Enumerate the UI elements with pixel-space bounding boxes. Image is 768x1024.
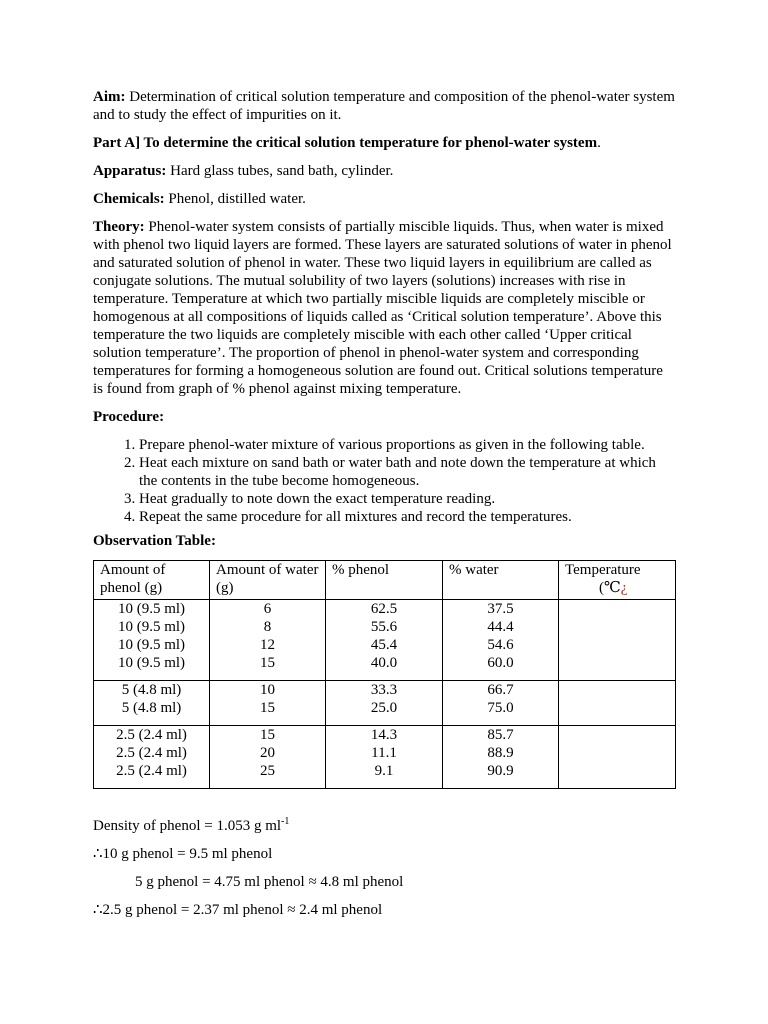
- cell-value: 55.6: [370, 619, 398, 635]
- cell-value: 2.5 (2.4 ml): [116, 727, 187, 743]
- cell-value: 8: [263, 619, 272, 635]
- header-temperature: [559, 561, 676, 600]
- cell-percent-phenol: [326, 681, 443, 726]
- part-a-label: Part A] To determine the critical solution temperature for phenol-water system: [93, 135, 598, 151]
- observation-heading: [93, 532, 675, 550]
- cell-value: 44.4: [487, 619, 514, 635]
- cell-water: [210, 681, 326, 726]
- theory-label: Theory:: [93, 219, 145, 235]
- aim-label: Aim:: [93, 89, 126, 105]
- cell-value: 45.4: [370, 637, 398, 653]
- apparatus-text: Hard glass tubes, sand bath, cylinder.: [166, 163, 394, 179]
- cell-value: 10 (9.5 ml): [117, 637, 186, 653]
- cell-value: 25: [260, 763, 275, 779]
- cell-value: 37.5: [487, 601, 514, 617]
- cell-value: 12: [260, 637, 275, 653]
- header-percent-water: % water: [443, 561, 559, 600]
- chemicals-label: Chemicals:: [93, 191, 165, 207]
- cell-value: 11.1: [371, 745, 397, 761]
- part-a-heading: [93, 134, 675, 152]
- conversion-line-10g: ∴10 g phenol = 9.5 ml phenol: [93, 846, 273, 862]
- cell-value: 10: [260, 682, 275, 698]
- table-row: [94, 726, 676, 789]
- cell-value: 2.5 (2.4 ml): [116, 763, 187, 779]
- cell-phenol: [94, 726, 210, 789]
- cell-value: 10 (9.5 ml): [117, 619, 186, 635]
- procedure-heading: [93, 408, 675, 426]
- cell-temperature[interactable]: [559, 681, 676, 726]
- document-content: [93, 88, 675, 929]
- apparatus-label: Apparatus:: [93, 163, 167, 179]
- cell-value: 62.5: [370, 601, 398, 617]
- procedure-step: 2. Heat each mixture on sand bath or water bath and note down the temperature at which the contents in the tube become homogeneous.: [139, 454, 675, 490]
- cell-temperature[interactable]: [559, 726, 676, 789]
- table-header-row: [94, 561, 676, 600]
- temperature-unit-glyph: ¿: [620, 580, 628, 596]
- cell-value: 15: [260, 700, 275, 716]
- procedure-label: Procedure:: [93, 409, 165, 425]
- cell-phenol: [94, 600, 210, 681]
- density-calculation: [93, 817, 675, 919]
- cell-water: [210, 600, 326, 681]
- theory-text: Phenol-water system consists of partially miscible liquids. Thus, when water is mixed with phenol two liquid layers are formed. These layers are saturated solutions of water in phenol and saturated solution of phenol in water. These two liquid layers in equilibrium are called as conjugate solutions. The mutual solubility of two layers (solutions) increases with rise in temperature. Temperature at which two partially miscible liquids are completely miscible or homogenous at all compositions of liquids called as ‘Critical solution temperature’. Above this temperature the two liquids are completely miscible with each other called ‘Upper critical solution temperature’. The proportion of phenol in phenol-water system and corresponding temperatures for forming a homogeneous solution are found out. Critical solutions temperature is found from graph of % phenol against mixing temperature.: [93, 219, 672, 397]
- procedure-step: 1. Prepare phenol-water mixture of various proportions as given in the following table.: [139, 436, 675, 454]
- header-temperature-label: Temperature: [565, 562, 641, 578]
- cell-value: 6: [263, 601, 272, 617]
- conversion-line-2-5g: ∴2.5 g phenol = 2.37 ml phenol ≈ 2.4 ml phenol: [93, 902, 383, 918]
- cell-value: 15: [260, 727, 275, 743]
- cell-temperature[interactable]: [559, 600, 676, 681]
- cell-value: 15: [260, 655, 275, 671]
- cell-value: 25.0: [370, 700, 398, 716]
- cell-value: 14.3: [370, 727, 398, 743]
- header-percent-phenol: % phenol: [326, 561, 443, 600]
- observation-table: [93, 560, 676, 789]
- cell-value: 88.9: [487, 745, 514, 761]
- aim-paragraph: [93, 88, 675, 124]
- procedure-step: 4. Repeat the same procedure for all mixtures and record the temperatures.: [139, 508, 675, 526]
- header-phenol-amount: Amount of phenol (g): [94, 561, 210, 600]
- cell-percent-water: [443, 681, 559, 726]
- cell-value: 2.5 (2.4 ml): [116, 745, 187, 761]
- cell-value: 40.0: [370, 655, 398, 671]
- cell-percent-water: [443, 600, 559, 681]
- procedure-list: [93, 436, 675, 526]
- cell-value: 5 (4.8 ml): [121, 700, 182, 716]
- cell-value: 9.1: [374, 763, 394, 779]
- part-a-suffix: .: [597, 135, 601, 151]
- density-exponent: -1: [281, 816, 290, 827]
- density-text: Density of phenol = 1.053 g ml: [93, 818, 282, 834]
- chemicals-text: Phenol, distilled water.: [164, 191, 306, 207]
- cell-value: 85.7: [487, 727, 514, 743]
- cell-percent-phenol: [326, 600, 443, 681]
- temperature-unit-text: (℃: [599, 580, 621, 596]
- cell-value: 10 (9.5 ml): [117, 601, 186, 617]
- cell-value: 5 (4.8 ml): [121, 682, 182, 698]
- conversion-line-5g: 5 g phenol = 4.75 ml phenol ≈ 4.8 ml phenol: [135, 874, 404, 890]
- aim-text: Determination of critical solution temperature and composition of the phenol-water system and to study the effect of impurities on it.: [93, 89, 675, 123]
- cell-value: 33.3: [370, 682, 398, 698]
- cell-percent-water: [443, 726, 559, 789]
- cell-value: 90.9: [487, 763, 514, 779]
- cell-value: 60.0: [487, 655, 514, 671]
- cell-value: 10 (9.5 ml): [117, 655, 186, 671]
- density-line: [93, 817, 675, 835]
- apparatus-paragraph: [93, 162, 675, 180]
- header-temperature-unit: [565, 579, 669, 597]
- cell-value: 54.6: [487, 637, 514, 653]
- cell-value: 75.0: [487, 700, 514, 716]
- observation-label: Observation Table:: [93, 533, 216, 549]
- cell-value: 66.7: [487, 682, 514, 698]
- table-row: [94, 681, 676, 726]
- cell-percent-phenol: [326, 726, 443, 789]
- cell-phenol: [94, 681, 210, 726]
- cell-value: 20: [260, 745, 275, 761]
- cell-water: [210, 726, 326, 789]
- table-row: [94, 600, 676, 681]
- procedure-step: 3. Heat gradually to note down the exact temperature reading.: [139, 490, 675, 508]
- chemicals-paragraph: [93, 190, 675, 208]
- theory-paragraph: [93, 218, 675, 398]
- header-water-amount: Amount of water (g): [210, 561, 326, 600]
